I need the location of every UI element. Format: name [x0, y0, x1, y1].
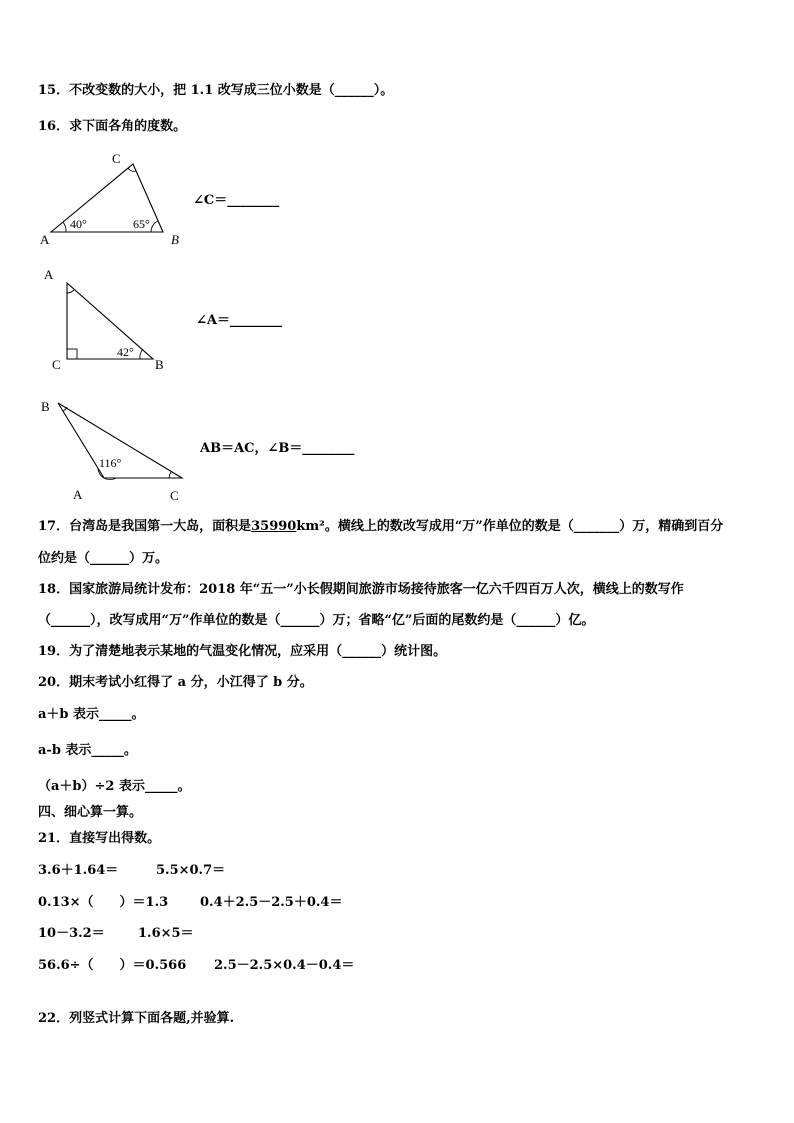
vertex-c-label: C: [170, 488, 179, 503]
question-16: 16．求下面各角的度数。: [38, 119, 187, 134]
question-17-line2: 位约是（______）万。: [38, 551, 169, 566]
calc-r4c2: 2.5－2.5×0.4－0.4＝: [214, 958, 355, 973]
calc-r4c1: 56.6÷（ ）＝0.566: [38, 958, 187, 973]
calc-r2c1: 0.13×（ ）＝1.3: [38, 895, 169, 910]
triangle-figure-2: [36, 262, 196, 374]
angle-a-arc: [67, 290, 74, 293]
question-20-c: （a＋b）÷2 表示_____。: [38, 779, 191, 794]
angle-c-arc: [169, 472, 171, 478]
vertex-a-label: A: [73, 487, 83, 502]
triangle-figure-1: [36, 148, 196, 248]
triangle-2-shape: [67, 283, 153, 359]
vertex-b-label: B: [155, 357, 164, 372]
q17-area-value: 35990: [251, 519, 297, 534]
question-20: 20．期末考试小红得了 a 分，小江得了 b 分。: [38, 675, 313, 690]
q17-pre: 台湾岛是我国第一大岛，面积是: [69, 519, 252, 534]
question-19: 19．为了清楚地表示某地的气温变化情况，应采用（______）统计图。: [38, 644, 447, 659]
calc-r3c1: 10－3.2＝: [38, 926, 105, 941]
q17-number: 17．: [38, 519, 70, 534]
section-4-heading: 四、细心算一算。: [38, 805, 143, 820]
angle-b-label: 42°: [117, 345, 134, 359]
angle-a-label: 116°: [99, 456, 122, 470]
calc-r2c2: 0.4＋2.5－2.5＋0.4＝: [200, 895, 343, 910]
angle-a-arc: [63, 222, 66, 232]
angle-b-arc: [151, 221, 158, 232]
vertex-c-label: C: [52, 357, 61, 372]
question-20-b: a-b 表示_____。: [38, 743, 137, 758]
right-angle-mark: [67, 349, 77, 359]
question-15: 15．不改变数的大小，把 1.1 改写成三位小数是（______）。: [38, 83, 394, 98]
fig1-answer: ∠C＝________: [193, 193, 280, 208]
calc-r3c2: 1.6×5＝: [138, 926, 194, 941]
vertex-c-label: C: [112, 151, 121, 166]
question-17: [38, 519, 723, 535]
vertex-b-label: B: [171, 232, 179, 247]
question-20-a: a＋b 表示_____。: [38, 707, 145, 722]
q17-unit: km²: [296, 519, 325, 534]
question-21: 21．直接写出得数。: [38, 831, 161, 846]
fig3-answer: AB＝AC，∠B＝________: [200, 441, 355, 456]
vertex-a-label: A: [40, 232, 50, 247]
angle-b-label: 65°: [133, 217, 150, 231]
question-22: 22．列竖式计算下面各题,并验算.: [38, 1011, 235, 1026]
triangle-figure-3: [36, 392, 196, 506]
question-18-line2: （______），改写成用“万”作单位的数是（______）万；省略“亿”后面的尾数约是（______）亿。: [38, 613, 595, 628]
question-18: 18．国家旅游局统计发布：2018 年“五一”小长假期间旅游市场接待旅客一亿六千四百万人次，横线上的数写作: [38, 582, 684, 597]
angle-a-label: 40°: [70, 217, 87, 231]
calc-r1c2: 5.5×0.7＝: [156, 863, 226, 878]
vertex-b-label: B: [41, 399, 50, 414]
vertex-a-label: A: [44, 267, 54, 282]
q17-post: 。横线上的数改写成用“万”作单位的数是（_______）万，精确到百分: [324, 519, 724, 534]
angle-b-arc: [140, 349, 143, 359]
calc-r1c1: 3.6＋1.64＝: [38, 863, 119, 878]
fig2-answer: ∠A＝________: [196, 313, 282, 328]
